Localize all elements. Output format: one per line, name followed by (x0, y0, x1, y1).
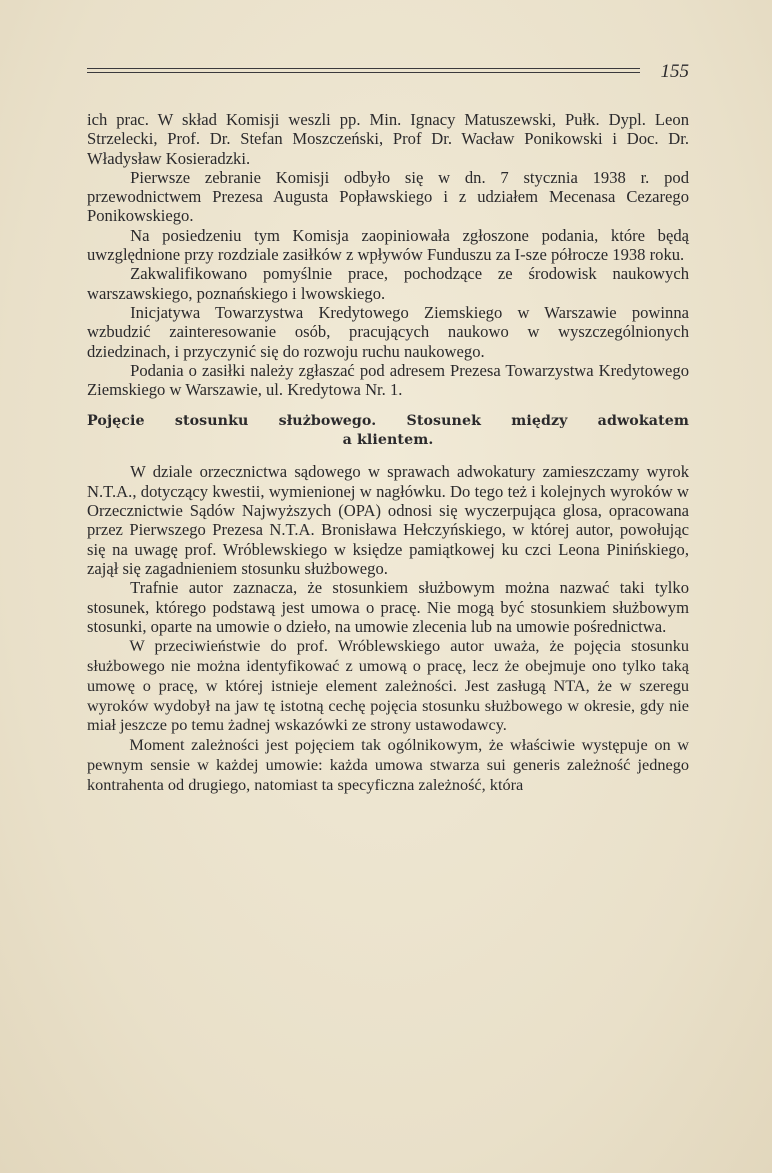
body-text (87, 110, 689, 795)
paragraph: Zakwalifikowano pomyślnie prace, pochodzące ze środowisk naukowych warszawskiego, poznańskiego i lwowskiego. (87, 264, 689, 303)
paragraph: ich prac. W skład Komisji weszli pp. Min. Ignacy Matuszewski, Pułk. Dypl. Leon Strzelecki, Prof. Dr. Stefan Moszczeński, Prof Dr. Wacław Ponikowski i Doc. Dr. Władysław Kosieradzki. (87, 110, 689, 168)
paragraph: Trafnie autor zaznacza, że stosunkiem służbowym można nazwać taki tylko stosunek, którego podstawą jest umowa o pracę. Nie mogą być stosunkiem służbowym stosunki, oparte na umowie o dzieło, na umowie zlecenia lub na umowie pośrednictwa. (87, 578, 689, 636)
paragraph: Podania o zasiłki należy zgłaszać pod adresem Prezesa Towarzystwa Kredytowego Ziemskiego w Warszawie, ul. Kredytowa Nr. 1. (87, 360, 689, 400)
section-heading (87, 412, 689, 450)
paragraph: Na posiedzeniu tym Komisja zaopiniowała zgłoszone podania, które będą uwzględnione przy rozdziale zasiłków z wpływów Funduszu za I-sze półrocze 1938 roku. (87, 225, 689, 265)
paragraph: Pierwsze zebranie Komisji odbyło się w dn. 7 stycznia 1938 r. pod przewodnictwem Prezesa Augusta Popławskiego i z udziałem Mecenasa Cezarego Ponikowskiego. (87, 167, 689, 226)
paragraph: W dziale orzecznictwa sądowego w sprawach adwokatury zamieszczamy wyrok N.T.A., dotyczący kwestii, wymienionej w nagłówku. Do tego też i kolejnych wyroków w Orzecznictwie Sądów Najwyższych (OPA) odnosi się wyczerpująca glosa, opracowana przez Pierwszego Prezesa N.T.A. Bronisława Hełczyńskiego, w której autor, powołując się na uwagę prof. Wróblewskiego w księdze pamiątkowej ku czci Leona Pinińskiego, zajął się zagadnieniem stosunku służbowego. (87, 462, 689, 578)
section-heading-line-2: a klientem. (342, 432, 434, 449)
page-header (87, 62, 689, 84)
paragraph: Inicjatywa Towarzystwa Kredytowego Ziemskiego w Warszawie powinna wzbudzić zainteresowanie osób, pracujących naukowo w wyszczególnionych dziedzinach, i przyczynić się do rozwoju ruchu naukowego. (87, 302, 689, 361)
paragraph: W przeciwieństwie do prof. Wróblewskiego autor uważa, że pojęcia stosunku służbowego nie można identyfikować z umową o pracę, lecz że obejmuje ono tylko taką umowę o pracę, w której istnieje element zależności. Jest zasługą NTA, że w szeregu wyroków wydobył na jaw tę istotną cechę pojęcia stosunku służbowego w okresie, gdy nie miał jeszcze po temu żadnej wskazówki ze strony ustawodawcy. (87, 636, 689, 735)
paragraph: Moment zależności jest pojęciem tak ogólnikowym, że właściwie występuje on w pewnym sensie w każdej umowie: każda umowa stwarza sui generis zależność jednego kontrahenta od drugiego, natomiast ta specyficzna zależność, która (87, 735, 689, 794)
section-heading-line-1: Pojęcie stosunku służbowego. Stosunek między adwokatem (87, 413, 689, 430)
header-rule-top (87, 68, 640, 69)
header-rule-bottom (87, 72, 640, 73)
page-number: 155 (660, 61, 689, 82)
